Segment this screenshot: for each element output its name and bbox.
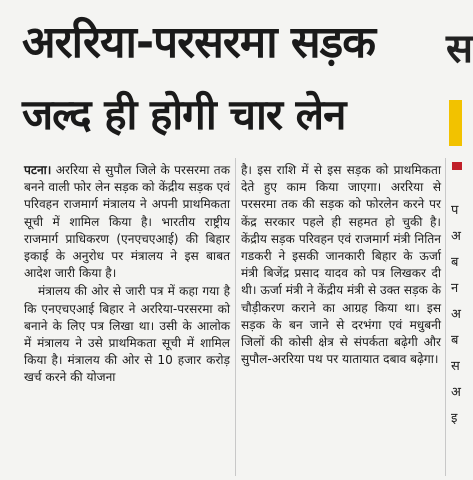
- headline-line-1: अररिया-परसरमा सड़क: [22, 17, 376, 68]
- headline-line-2: जल्द ही होगी चार लेन: [22, 90, 346, 139]
- article-paragraph: है। इस राशि में से इस सड़क को प्राथमिकता देते हुए काम किया जाएगा। अररिया से परसरमा तक की सड़क को फोरलेन करने पर केंद्र सरकार पहले ही सहमत हो चुकी है। केंद्रीय सड़क परिवहन एवं राजमार्ग मंत्री नितिन गडकरी ने इसकी जानकारी बिहार के ऊर्जा मंत्री बिजेंद्र प्रसाद यादव को पत्र लिखकर दी थी। ऊर्जा मंत्री ने केंद्रीय मंत्री से उक्त सड़क के चौड़ीकरण कराने का आग्रह किया था। इस सड़क के बन जाने से दरभंगा एवं मधुबनी जिलों की कोसी क्षेत्र से संपर्कता बढ़ेगी और सुपौल-अररिया पथ पर यातायात दबाव बढ़ेगा।: [241, 163, 441, 367]
- adjacent-char: अ: [451, 385, 461, 400]
- article-paragraph: मंत्रालय की ओर से जारी पत्र में कहा गया है कि एनएचएआई बिहार ने अररिया-परसरमा को बनाने के लिए पत्र लिखा था। उसी के आलोक में मंत्रालय ने उसे प्राथमिकता सूची में शामिल किया है। मंत्रालय की ओर से 10 हजार करोड़ खर्च करने की योजना: [24, 284, 230, 385]
- adjacent-char: ब: [451, 255, 459, 270]
- adjacent-char: न: [451, 281, 459, 296]
- adjacent-char: अ: [451, 229, 461, 244]
- adjacent-headline-fragment: स: [446, 26, 473, 72]
- dateline: पटना।: [24, 163, 52, 177]
- paragraph-text: अररिया से सुपौल जिले के परसरमा तक बनने वाली फोर लेन सड़क को केंद्रीय सड़क एवं परिवहन राजमार्ग मंत्रालय ने अपनी प्राथमिकता सूची में शामिल किया है। भारतीय राष्ट्रीय राजमार्ग प्राधिकरण (एनएचएआई) की बिहार इकाई के अनुरोध पर मंत्रालय ने इस बाबत आदेश जारी किया है।: [24, 163, 230, 281]
- adjacent-char: स: [451, 359, 460, 374]
- adjacent-red-bullet: [452, 162, 462, 170]
- adjacent-column-text: [451, 198, 462, 432]
- article-column-left: [24, 162, 230, 387]
- adjacent-char: अ: [451, 307, 461, 322]
- column-divider: [445, 158, 446, 476]
- article-column-right: [241, 162, 441, 368]
- adjacent-char: प: [451, 203, 459, 218]
- article-paragraph: [24, 162, 230, 282]
- adjacent-yellow-banner: [449, 100, 462, 146]
- adjacent-char: ब: [451, 333, 459, 348]
- column-divider: [235, 158, 236, 476]
- adjacent-char: इ: [451, 411, 458, 426]
